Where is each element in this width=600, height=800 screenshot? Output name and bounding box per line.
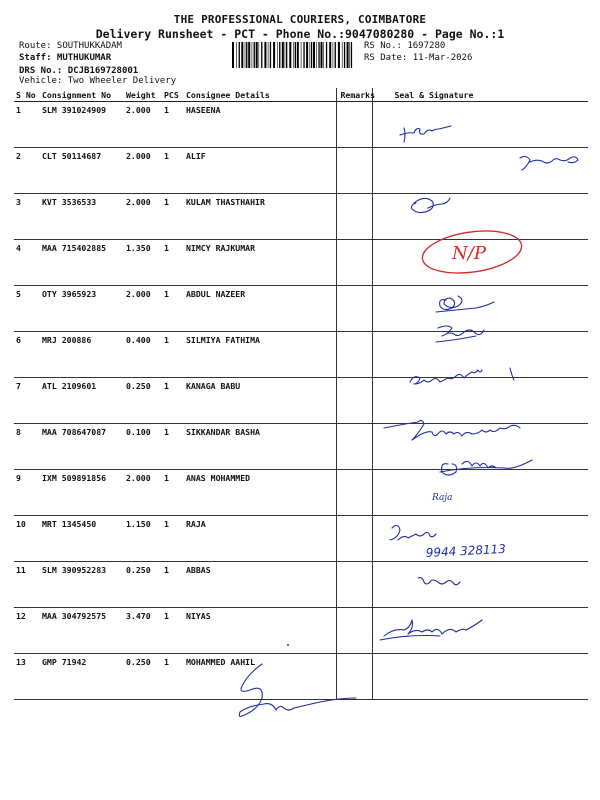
row-sno: 4 — [14, 240, 40, 286]
row-pcs: 1 — [162, 654, 184, 700]
table-row — [14, 516, 588, 562]
row-pcs: 1 — [162, 608, 184, 654]
row-remarks — [336, 470, 372, 516]
row-sno: 13 — [14, 654, 40, 700]
row-sno: 9 — [14, 470, 40, 516]
np-stamp-text: N/P — [452, 243, 486, 264]
table-row — [14, 148, 588, 194]
row-consignee: KANAGA BABU — [184, 378, 336, 424]
row-sno: 7 — [14, 378, 40, 424]
row-remarks — [336, 516, 372, 562]
row-consignment-no: MAA 304792575 — [40, 608, 124, 654]
row-weight: 0.100 — [124, 424, 162, 470]
col-weight-header: Weight — [124, 88, 162, 102]
row-weight: 1.150 — [124, 516, 162, 562]
row-consignee: ABDUL NAZEER — [184, 286, 336, 332]
row-sno: 11 — [14, 562, 40, 608]
row-sno: 8 — [14, 424, 40, 470]
row-remarks — [336, 148, 372, 194]
row-signature-cell — [372, 654, 588, 700]
table-row — [14, 332, 588, 378]
row-pcs: 1 — [162, 102, 184, 148]
row-remarks — [336, 654, 372, 700]
row-signature-cell — [372, 516, 588, 562]
row-remarks — [336, 424, 372, 470]
row-signature-cell — [372, 240, 588, 286]
row-consignment-no: MRJ 200886 — [40, 332, 124, 378]
barcode-image — [232, 42, 356, 68]
row-weight: 3.470 — [124, 608, 162, 654]
col-consignment-header: Consignment No — [40, 88, 124, 102]
row-pcs: 1 — [162, 470, 184, 516]
runsheet-table — [14, 88, 588, 700]
row-consignment-no: SLM 390952283 — [40, 562, 124, 608]
row-weight: 2.000 — [124, 286, 162, 332]
row-pcs: 1 — [162, 240, 184, 286]
row-sno: 1 — [14, 102, 40, 148]
col-sno-header: S No — [14, 88, 40, 102]
row-consignee: NIMCY RAJKUMAR — [184, 240, 336, 286]
table-row — [14, 194, 588, 240]
row-consignment-no: SLM 391024909 — [40, 102, 124, 148]
row-pcs: 1 — [162, 516, 184, 562]
route-label: Route: SOUTHUKKADAM — [19, 41, 122, 51]
row-weight: 1.350 — [124, 240, 162, 286]
row-consignment-no: MAA 708647087 — [40, 424, 124, 470]
vehicle-label: Vehicle: Two Wheeler Delivery — [19, 76, 177, 86]
row-sno: 3 — [14, 194, 40, 240]
row-consignee: RAJA — [184, 516, 336, 562]
row-weight: 0.400 — [124, 332, 162, 378]
signature-row-10-text: Raja — [432, 493, 453, 503]
row-consignment-no: IXM 509891856 — [40, 470, 124, 516]
rs-date: RS Date: 11-Mar-2026 — [364, 53, 473, 63]
row-consignment-no: CLT 50114687 — [40, 148, 124, 194]
phone-number-handwritten: 9944 328113 — [425, 541, 507, 560]
row-remarks — [336, 378, 372, 424]
row-consignee: HASEENA — [184, 102, 336, 148]
table-row — [14, 424, 588, 470]
col-pcs-header: PCS — [162, 88, 184, 102]
row-weight: 2.000 — [124, 194, 162, 240]
row-pcs: 1 — [162, 562, 184, 608]
table-row — [14, 470, 588, 516]
row-signature-cell — [372, 102, 588, 148]
col-signature-header: Seal & Signature — [372, 88, 588, 102]
row-remarks — [336, 194, 372, 240]
row-weight: 2.000 — [124, 102, 162, 148]
row-consignment-no: KVT 3536533 — [40, 194, 124, 240]
row-signature-cell — [372, 286, 588, 332]
row-consignee: MOHAMMED AAHIL — [184, 654, 336, 700]
row-signature-cell — [372, 194, 588, 240]
row-signature-cell — [372, 378, 588, 424]
table-row — [14, 562, 588, 608]
row-consignee: SIKKANDAR BASHA — [184, 424, 336, 470]
table-row — [14, 608, 588, 654]
row-signature-cell — [372, 424, 588, 470]
row-pcs: 1 — [162, 286, 184, 332]
row-pcs: 1 — [162, 194, 184, 240]
row-pcs: 1 — [162, 148, 184, 194]
row-signature-cell — [372, 148, 588, 194]
drs-number: DRS No.: DCJB169728001 — [19, 66, 139, 76]
table-row — [14, 378, 588, 424]
staff-label: Staff: MUTHUKUMAR — [19, 53, 112, 63]
table-row — [14, 286, 588, 332]
row-consignee: NIYAS — [184, 608, 336, 654]
row-remarks — [336, 286, 372, 332]
row-remarks — [336, 332, 372, 378]
row-sno: 12 — [14, 608, 40, 654]
col-remarks-header: Remarks — [336, 88, 372, 102]
row-consignee: ALIF — [184, 148, 336, 194]
row-consignee: ABBAS — [184, 562, 336, 608]
row-remarks — [336, 102, 372, 148]
row-consignee: SILMIYA FATHIMA — [184, 332, 336, 378]
row-consignment-no: GMP 71942 — [40, 654, 124, 700]
row-consignee: KULAM THASTHAHIR — [184, 194, 336, 240]
table-row — [14, 240, 588, 286]
row-sno: 10 — [14, 516, 40, 562]
row-weight: 0.250 — [124, 562, 162, 608]
col-consignee-header: Consignee Details — [184, 88, 336, 102]
rs-number: RS No.: 1697280 — [364, 41, 446, 51]
row-weight: 0.250 — [124, 378, 162, 424]
row-pcs: 1 — [162, 424, 184, 470]
row-consignment-no: ATL 2109601 — [40, 378, 124, 424]
row-pcs: 1 — [162, 378, 184, 424]
row-signature-cell — [372, 470, 588, 516]
stray-dot — [287, 644, 289, 646]
row-sno: 5 — [14, 286, 40, 332]
row-consignment-no: MRT 1345450 — [40, 516, 124, 562]
row-sno: 6 — [14, 332, 40, 378]
row-remarks — [336, 608, 372, 654]
row-signature-cell — [372, 608, 588, 654]
row-sno: 2 — [14, 148, 40, 194]
row-signature-cell — [372, 332, 588, 378]
document-subtitle: Delivery Runsheet - PCT - Phone No.:9047080280 - Page No.:1 — [95, 27, 505, 41]
row-consignment-no: MAA 715402885 — [40, 240, 124, 286]
row-signature-cell — [372, 562, 588, 608]
row-remarks — [336, 562, 372, 608]
row-weight: 0.250 — [124, 654, 162, 700]
table-row — [14, 654, 588, 700]
document-title: THE PROFESSIONAL COURIERS, COIMBATORE — [173, 13, 427, 26]
row-remarks — [336, 240, 372, 286]
row-weight: 2.000 — [124, 148, 162, 194]
row-pcs: 1 — [162, 332, 184, 378]
table-row — [14, 102, 588, 148]
table-header-row — [14, 88, 588, 102]
row-consignment-no: OTY 3965923 — [40, 286, 124, 332]
row-weight: 2.000 — [124, 470, 162, 516]
row-consignee: ANAS MOHAMMED — [184, 470, 336, 516]
